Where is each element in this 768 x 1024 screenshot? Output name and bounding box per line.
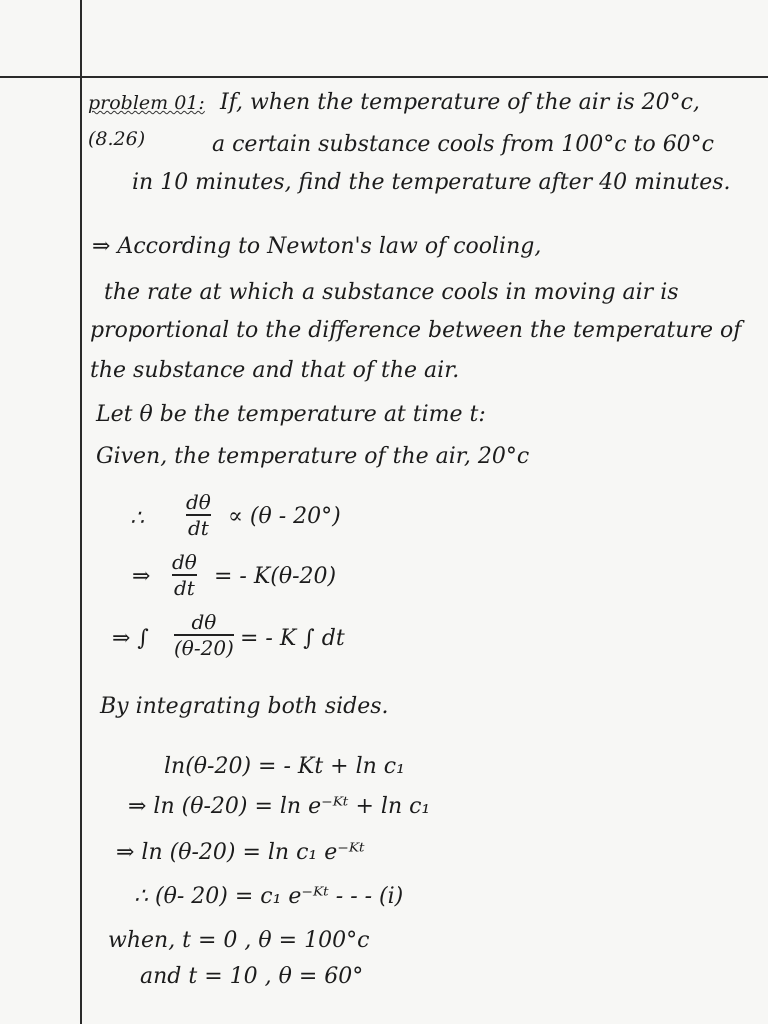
solution-intro-4: the substance and that of the air. [90, 358, 460, 383]
equation-i: ∴ (θ- 20) = c₁ e⁻ᴷᵗ - - - (i) [134, 884, 404, 909]
equation-log-2: ⇒ ln (θ-20) = ln e⁻ᴷᵗ + ln c₁ [128, 794, 431, 819]
derivative-fraction-1 [186, 492, 211, 538]
initial-condition-2: and t = 10 , θ = 60° [140, 964, 364, 989]
left-margin-rule [80, 0, 82, 1024]
fraction-numerator: dθ [172, 550, 197, 574]
initial-condition-1: when, t = 0 , θ = 100°c [108, 928, 370, 953]
differential-equation: = - K(θ-20) [214, 564, 337, 589]
fraction-denominator: dt [174, 576, 195, 600]
problem-reference: (8.26) [88, 128, 146, 150]
derivative-fraction-2 [172, 552, 197, 598]
equation-log-3: ⇒ ln (θ-20) = ln c₁ e⁻ᴷᵗ [116, 840, 365, 865]
solution-intro-3: proportional to the difference between the temperature of [90, 318, 742, 343]
equation-log-1: ln(θ-20) = - Kt + ln c₁ [164, 754, 405, 779]
integrand-fraction [174, 612, 234, 658]
solution-intro-1: ⇒ According to Newton's law of cooling, [92, 234, 542, 259]
implies-symbol-1: ⇒ [132, 564, 151, 589]
fraction-denominator: (θ-20) [174, 636, 234, 660]
given-statement: Given, the temperature of the air, 20°c [96, 444, 530, 469]
separated-equation: = - K ∫ dt [240, 626, 345, 651]
therefore-symbol: ∴ [130, 506, 144, 531]
top-margin-rule [0, 76, 768, 78]
problem-line-1: If, when the temperature of the air is 20°c, [220, 90, 700, 115]
let-statement: Let θ be the temperature at time t: [96, 402, 486, 427]
integrating-note: By integrating both sides. [100, 694, 389, 719]
integral-prefix: ⇒ ∫ [112, 626, 149, 651]
problem-line-2: a certain substance cools from 100°c to 60°c [212, 132, 715, 157]
problem-label: problem 01: [88, 92, 205, 114]
fraction-denominator: dt [188, 516, 209, 540]
proportional-expression: ∝ (θ - 20°) [228, 504, 341, 529]
problem-line-3: in 10 minutes, find the temperature after 40 minutes. [132, 170, 731, 195]
fraction-numerator: dθ [191, 610, 217, 634]
fraction-numerator: dθ [186, 490, 211, 514]
solution-intro-2: the rate at which a substance cools in moving air is [104, 280, 679, 305]
